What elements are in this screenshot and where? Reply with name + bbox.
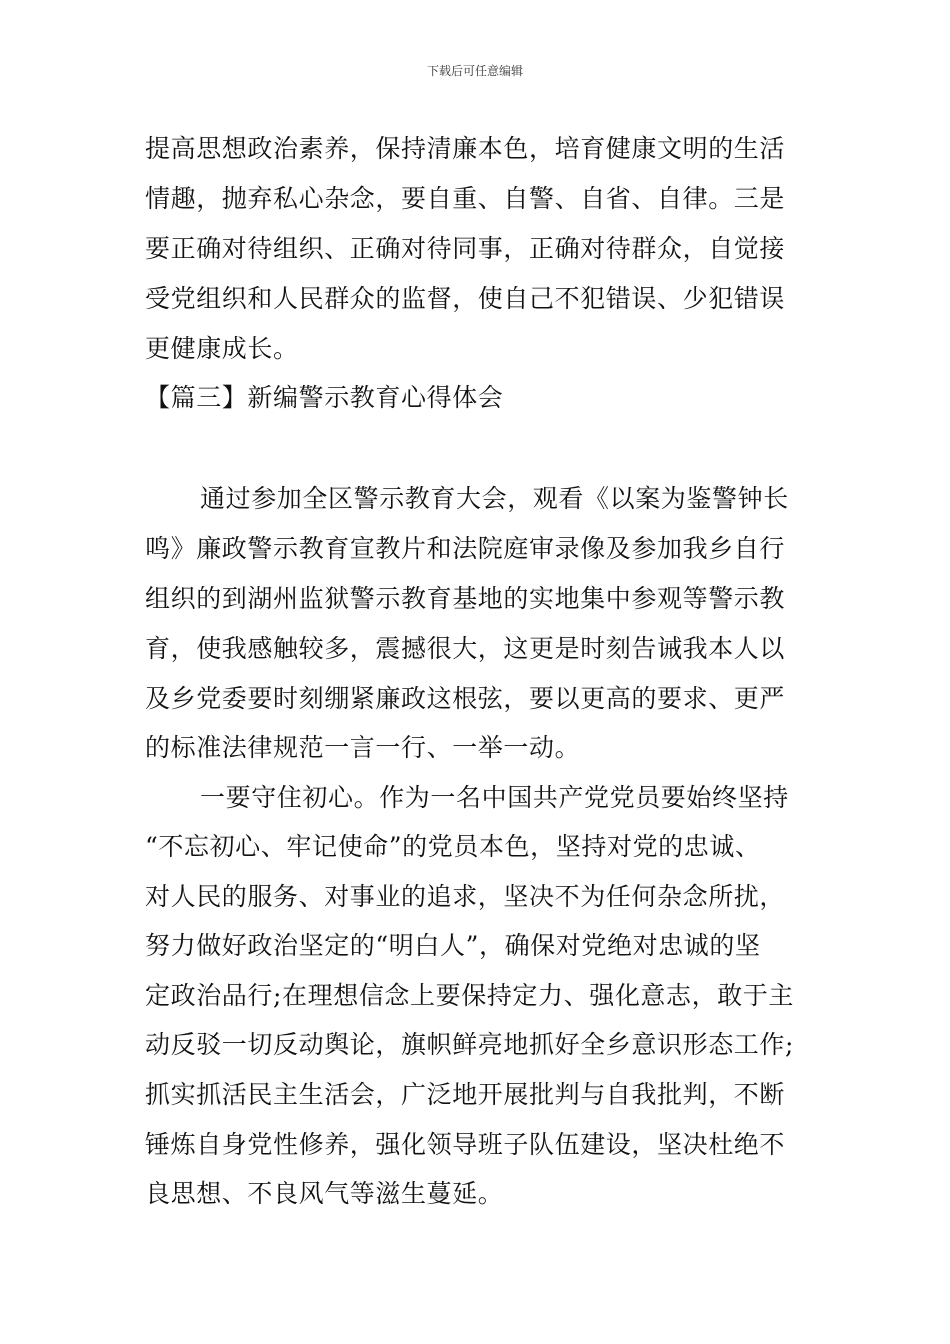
body-line: 及乡党委要时刻绷紧廉政这根弦，要以更高的要求、更严	[145, 684, 786, 713]
section-heading: 【篇三】新编警示教育心得体会	[145, 383, 504, 412]
body-line: 努力做好政治坚定的“明白人”，确保对党绝对忠诚的坚	[145, 931, 761, 960]
body-line: 抓实抓活民主生活会，广泛地开展批判与自我批判，不断	[145, 1080, 786, 1109]
body-line: “不忘初心、牢记使命”的党员本色，坚持对党的忠诚、	[145, 832, 761, 861]
body-line: 育，使我感触较多，震撼很大，这更是时刻告诫我本人以	[145, 634, 786, 663]
body-line: 鸣》廉政警示教育宣教片和法院庭审录像及参加我乡自行	[145, 534, 786, 563]
body-line: 情趣，抛弃私心杂念，要自重、自警、自省、自律。三是	[145, 184, 786, 213]
body-line: 动反驳一切反动舆论，旗帜鲜亮地抓好全乡意识形态工作;	[145, 1030, 795, 1059]
page-header: 下载后可任意编辑	[426, 64, 523, 78]
paragraph-first-line: 通过参加全区警示教育大会，观看《以案为鉴警钟长	[200, 484, 789, 513]
body-line: 要正确对待组织、正确对待同事，正确对待群众，自觉接	[145, 234, 786, 263]
body-line: 提高思想政治素养，保持清廉本色，培育健康文明的生活	[145, 134, 786, 163]
body-line: 锤炼自身党性修养，强化领导班子队伍建设，坚决杜绝不	[145, 1130, 786, 1159]
body-line: 定政治品行;在理想信念上要保持定力、强化意志，敢于主	[145, 981, 795, 1010]
paragraph-first-line: 一要守住初心。作为一名中国共产党党员要始终坚持	[200, 783, 789, 812]
body-line: 组织的到湖州监狱警示教育基地的实地集中参观等警示教	[145, 584, 786, 613]
body-line: 良思想、不良风气等滋生蔓延。	[145, 1179, 504, 1208]
body-line: 对人民的服务、对事业的追求，坚决不为任何杂念所扰，	[145, 882, 786, 911]
body-line: 受党组织和人民群众的监督，使自己不犯错误、少犯错误	[145, 284, 786, 313]
body-line: 的标准法律规范一言一行、一举一动。	[145, 733, 581, 762]
body-line: 更健康成长。	[145, 334, 299, 363]
